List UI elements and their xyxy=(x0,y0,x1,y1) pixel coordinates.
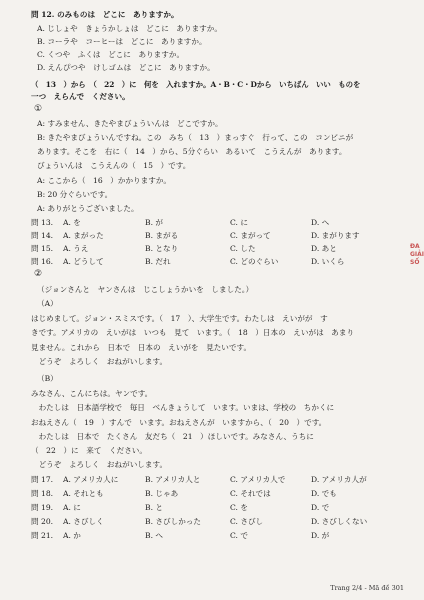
section-1-marker: ① xyxy=(34,104,43,114)
option-c: C. を xyxy=(230,503,248,512)
section-2-marker: ② xyxy=(34,269,43,279)
part-a-label: （A） xyxy=(37,299,58,308)
option-d: D. まがります xyxy=(311,231,360,240)
option-a: A. まがった xyxy=(63,231,104,240)
option-d: D. で xyxy=(311,503,330,512)
part-a-line-2: きです。アメリカの えいがは いつも 見て います。（ 18 ）日本の えいがは あまり xyxy=(31,328,355,337)
question-number: 問 17. xyxy=(31,475,54,484)
option-b: B. へ xyxy=(145,531,164,540)
option-a: A. を xyxy=(63,218,81,227)
q12-option-d: D. えんぴつや けしゴムは どこに ありますか。 xyxy=(37,63,215,72)
option-a: A. どうして xyxy=(63,257,104,266)
dialogue-line-6: B: 20 分ぐらいです。 xyxy=(37,190,113,199)
dialogue-line-4: びょういんは こうえんの（ 15 ）です。 xyxy=(37,161,191,170)
option-a: A. に xyxy=(63,503,81,512)
question-number: 問 21. xyxy=(31,531,54,540)
question-number: 問 16. xyxy=(31,257,54,266)
part-b-line-6: どうぞ よろしく おねがいします。 xyxy=(31,460,168,469)
dialogue-line-1: A: すみません、きたやまびょういんは どこですか。 xyxy=(37,119,223,128)
option-b: B. となり xyxy=(145,244,179,253)
option-b: B. じゃあ xyxy=(145,489,179,498)
option-c: C. で xyxy=(230,531,248,540)
question-number: 問 20. xyxy=(31,517,54,526)
question-number: 問 19. xyxy=(31,503,54,512)
dialogue-line-5: A: ここから（ 16 ）かかりますか。 xyxy=(37,176,172,185)
q12-option-a: A. じしょや きょうかしょは どこに ありますか。 xyxy=(37,24,222,33)
option-b: B. アメリカ人と xyxy=(145,475,201,484)
option-d: D. が xyxy=(311,531,330,540)
option-c: C. まがって xyxy=(230,231,271,240)
part-b-line-3: おねえさん（ 19 ）すんで います。おねえさんが いますから、（ 20 ）です。 xyxy=(31,418,327,427)
part-a-line-4: どうぞ よろしく おねがいします。 xyxy=(31,357,168,366)
option-a: A. うえ xyxy=(63,244,89,253)
question-number: 問 13. xyxy=(31,218,54,227)
question-number: 問 18. xyxy=(31,489,54,498)
page-footer: Trang 2/4 - Mã đề 301 xyxy=(330,584,404,592)
part-b-line-5: （ 22 ）に 来て ください。 xyxy=(31,446,147,455)
instruction-line-1: （ 13 ）から （ 22 ）に 何を 入れますか。A・B・C・Dから いちばん いい ものを xyxy=(31,80,361,89)
q12-option-c: C. くつや ふくは どこに ありますか。 xyxy=(37,50,185,59)
option-b: B. だれ xyxy=(145,257,171,266)
part-b-line-2: わたしは 日本語学校で 毎日 べんきょうして います。いまは、学校の ちかくに xyxy=(31,403,335,412)
option-d: D. さびしくない xyxy=(311,517,368,526)
dialogue-line-7: A: ありがとうございました。 xyxy=(37,204,139,213)
q12-header: 問 12. のみものは どこに ありますか。 xyxy=(31,10,179,19)
option-c: C. それでは xyxy=(230,489,271,498)
option-a: A. か xyxy=(63,531,81,540)
option-d: D. でも xyxy=(311,489,337,498)
part-b-label: （B） xyxy=(37,374,58,383)
answer-stamp: ĐÃ GIẢI SỐ xyxy=(410,243,424,266)
q12-option-b: B. コーラや コーヒーは どこに ありますか。 xyxy=(37,37,207,46)
dialogue-line-2: B: きたやまびょういんですね。この みち（ 13 ）まっすぐ 行って、この コンビニが xyxy=(37,133,354,142)
option-d: D. アメリカ人が xyxy=(311,475,367,484)
option-d: D. いくら xyxy=(311,257,345,266)
dialogue-line-3: あります。そこを 右に（ 14 ）から、5分ぐらい あるいて こうえんが あります。 xyxy=(37,147,347,156)
question-number: 問 14. xyxy=(31,231,54,240)
part-a-line-3: 見ません。これから 日本で 日本の えいがを 見たいです。 xyxy=(31,343,252,352)
option-c: C. に xyxy=(230,218,248,227)
option-a: A. それとも xyxy=(63,489,104,498)
option-b: B. まがる xyxy=(145,231,179,240)
option-d: D. へ xyxy=(311,218,330,227)
option-b: B. が xyxy=(145,218,164,227)
option-c: C. した xyxy=(230,244,256,253)
question-number: 問 15. xyxy=(31,244,54,253)
option-b: B. さびしかった xyxy=(145,517,201,526)
instruction-line-2: 一つ えらんで ください。 xyxy=(31,92,130,101)
section-2-intro: （ジョンさんと ヤンさんは じこしょうかいを しました。） xyxy=(37,285,254,294)
option-c: C. どのぐらい xyxy=(230,257,279,266)
option-b: B. と xyxy=(145,503,164,512)
option-a: A. さびしく xyxy=(63,517,104,526)
option-c: C. さびし xyxy=(230,517,264,526)
part-b-line-4: わたしは 日本で たくさん 友だち（ 21 ）ほしいです。みなさん、うちに xyxy=(31,432,314,441)
option-d: D. あと xyxy=(311,244,337,253)
option-c: C. アメリカ人で xyxy=(230,475,286,484)
option-a: A. アメリカ人に xyxy=(63,475,119,484)
part-a-line-1: はじめまして。ジョン・スミスです。（ 17 ）、大学生です。わたしは えいがが す xyxy=(31,314,328,323)
part-b-line-1: みなさん、こんにちは。ヤンです。 xyxy=(31,389,153,398)
